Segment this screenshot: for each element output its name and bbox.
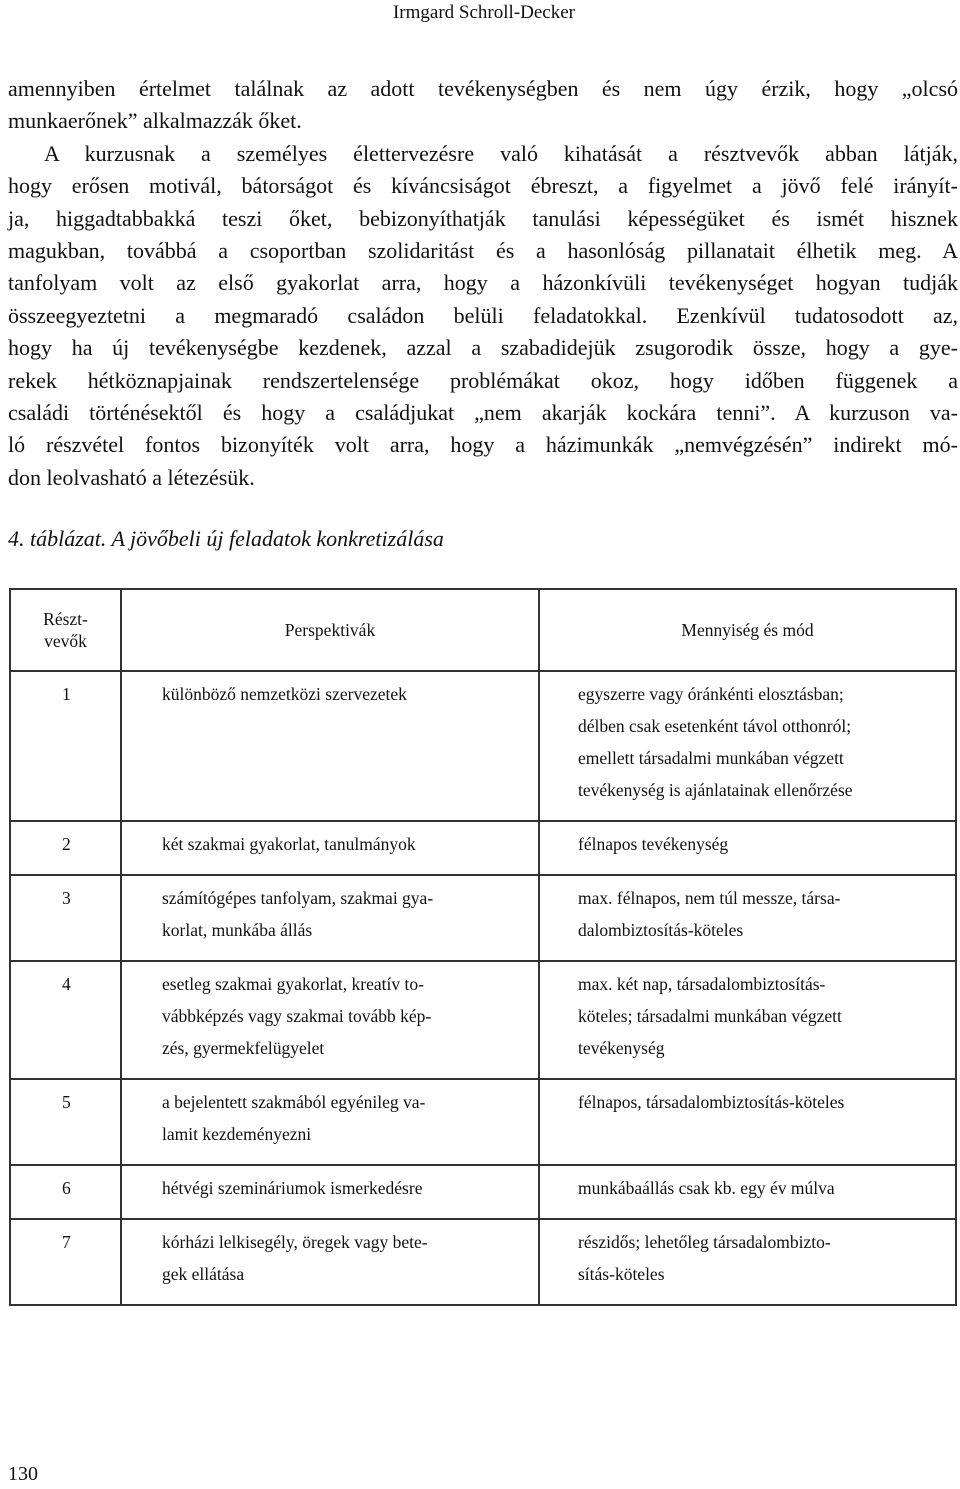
amount-mode-line: max. két nap, társadalombiztosítás- [578, 974, 826, 994]
amount-mode-cell [539, 875, 956, 961]
perspective-cell [121, 1165, 539, 1219]
amount-mode-line: részidős; lehetőleg társadalombizto- [578, 1232, 831, 1252]
perspective-line: gek ellátása [162, 1264, 245, 1284]
amount-mode-line: délben csak esetenként távol otthonról; [578, 716, 852, 736]
header-amount-mode: Mennyiség és mód [539, 589, 956, 671]
table-row [10, 961, 956, 1079]
paragraph-line: munkaerőnek” alkalmazzák őket. [8, 108, 302, 134]
paragraph-line: amennyiben értelmet találnak az adott tevékenységben és nem úgy érzik, hogy „olcsó [8, 76, 958, 101]
perspective-line: kórházi lelkisegély, öregek vagy bete- [162, 1232, 428, 1252]
participant-number: 3 [10, 875, 121, 961]
amount-mode-line: max. félnapos, nem túl messze, társa- [578, 888, 841, 908]
table-row [10, 1219, 956, 1305]
perspective-cell [121, 821, 539, 875]
paragraph-line: hogy ha új tevékenységbe kezdenek, azzal a szabadidejük zsugorodik össze, hogy a gye- [8, 335, 958, 361]
table-row [10, 671, 956, 821]
paragraph-line: magukban, továbbá a csoportban szolidaritást és a hasonlóság pillanatait élhetik meg. A [8, 238, 958, 264]
participant-number: 5 [10, 1079, 121, 1165]
participant-number: 2 [10, 821, 121, 875]
perspective-line: vábbképzés vagy szakmai tovább kép- [162, 1006, 432, 1026]
running-header: Irmgard Schroll-Decker [392, 2, 575, 23]
participant-number: 4 [10, 961, 121, 1079]
amount-mode-line: tevékenység is ajánlatainak ellenőrzése [578, 780, 853, 800]
amount-mode-line: sítás-köteles [578, 1264, 665, 1284]
table-row [10, 821, 956, 875]
perspective-line: két szakmai gyakorlat, tanulmányok [162, 834, 416, 854]
amount-mode-cell [539, 961, 956, 1079]
paragraph-line: tanfolyam volt az első gyakorlat arra, hogy a házonkívüli tevékenységet hogyan tudják [8, 270, 958, 296]
paragraph-line: A kurzusnak a személyes élettervezésre való kihatását a résztvevők abban látják, [44, 140, 958, 166]
table-row [10, 1079, 956, 1165]
perspective-line: különböző nemzetközi szervezetek [162, 684, 407, 704]
perspective-line: a bejelentett szakmából egyénileg va- [162, 1092, 426, 1112]
header-participants-line: Részt- [43, 609, 88, 629]
paragraph-line: összeegyeztetni a megmaradó családon belüli feladatokkal. Ezenkívül tudatosodott az, [8, 302, 958, 328]
paragraph-line: ló részvétel fontos bizonyíték volt arra, hogy a házimunkák „nemvégzésén” indirekt mó- [8, 432, 958, 458]
amount-mode-line: emellett társadalmi munkában végzett [578, 748, 844, 768]
amount-mode-cell [539, 671, 956, 821]
amount-mode-line: dalombiztosítás-köteles [578, 920, 744, 940]
tasks-table [9, 588, 957, 1306]
header-participants-line: vevők [44, 631, 87, 651]
table-caption: 4. táblázat. A jövőbeli új feladatok konkretizálása [8, 526, 444, 551]
paragraph-line: rekek hétköznapjainak rendszertelensége problémákat okoz, hogy időben függenek a [8, 367, 958, 393]
paragraph-line: don leolvasható a létezésük. [8, 464, 255, 490]
perspective-line: korlat, munkába állás [162, 920, 313, 940]
participant-number: 1 [10, 671, 121, 821]
amount-mode-line: köteles; társadalmi munkában végzett [578, 1006, 842, 1026]
paragraph-line: ja, higgadtabbakká teszi őket, bebizonyíthatják tanulási képességüket és ismét hisznek [8, 205, 958, 231]
amount-mode-line: egyszerre vagy óránkénti elosztásban; [578, 684, 844, 704]
amount-mode-line: félnapos tevékenység [578, 834, 729, 854]
page-number: 130 [8, 1463, 38, 1485]
perspective-cell [121, 875, 539, 961]
header-participants [10, 589, 121, 671]
paragraph-line: családi történésektől és hogy a családjukat „nem akarják kockára tenni”. A kurzuson va- [8, 400, 958, 426]
perspective-line: hétvégi szemináriumok ismerkedésre [162, 1178, 423, 1198]
perspective-line: lamit kezdeményezni [162, 1124, 312, 1144]
amount-mode-cell [539, 821, 956, 875]
table-row [10, 1165, 956, 1219]
table-header-row [10, 589, 956, 671]
perspective-cell [121, 1079, 539, 1165]
table-row [10, 875, 956, 961]
amount-mode-cell [539, 1219, 956, 1305]
perspective-line: zés, gyermekfelügyelet [162, 1038, 325, 1058]
paragraph-line: hogy erősen motivál, bátorságot és kíváncsiságot ébreszt, a figyelmet a jövő felé irányít- [8, 173, 958, 199]
amount-mode-line: félnapos, társadalombiztosítás-köteles [578, 1092, 845, 1112]
amount-mode-line: munkábaállás csak kb. egy év múlva [578, 1178, 835, 1198]
perspective-line: számítógépes tanfolyam, szakmai gya- [162, 888, 434, 908]
body-paragraph [8, 73, 958, 494]
perspective-cell [121, 961, 539, 1079]
participant-number: 6 [10, 1165, 121, 1219]
perspective-cell [121, 1219, 539, 1305]
perspective-cell [121, 671, 539, 821]
amount-mode-cell [539, 1079, 956, 1165]
amount-mode-line: tevékenység [578, 1038, 665, 1058]
header-perspectives: Perspektivák [121, 589, 539, 671]
amount-mode-cell [539, 1165, 956, 1219]
participant-number: 7 [10, 1219, 121, 1305]
perspective-line: esetleg szakmai gyakorlat, kreatív to- [162, 974, 424, 994]
